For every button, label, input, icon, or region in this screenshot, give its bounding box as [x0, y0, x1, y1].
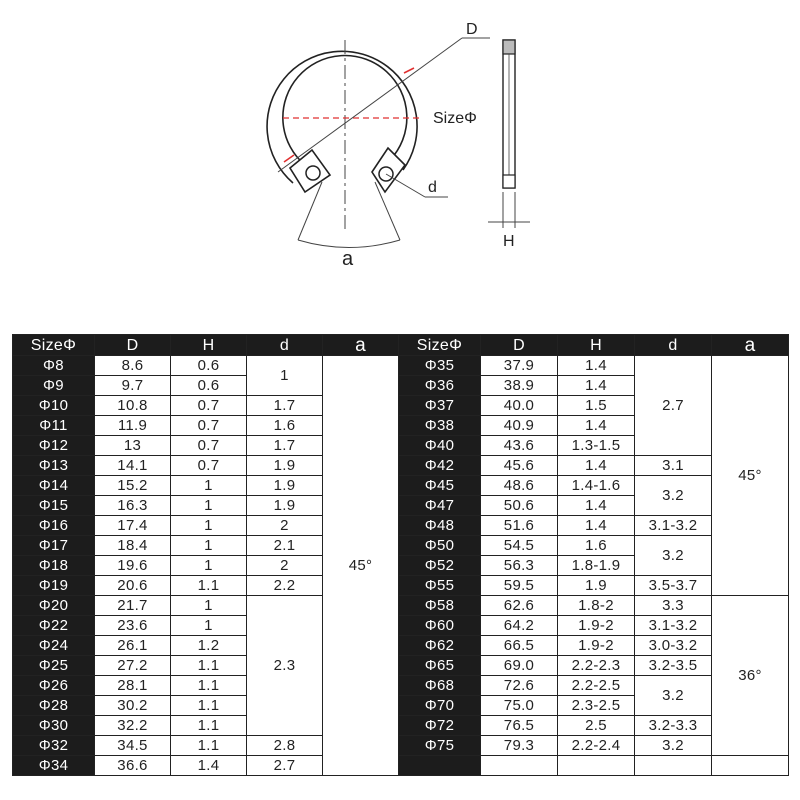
size-cell: Φ10: [13, 396, 95, 416]
D-cell: 27.2: [95, 656, 171, 676]
d-cell: 3.2-3.3: [635, 716, 712, 736]
size-cell: Φ36: [399, 376, 481, 396]
side-view-hatched-end: [503, 40, 515, 54]
d-cell: 3.2: [635, 536, 712, 576]
size-cell: Φ72: [399, 716, 481, 736]
D-cell: 20.6: [95, 576, 171, 596]
D-cell: 72.6: [481, 676, 558, 696]
H-cell: 2.2-2.3: [558, 656, 635, 676]
size-cell: Φ13: [13, 456, 95, 476]
label-H: H: [503, 233, 515, 250]
d-cell: 3.1-3.2: [635, 516, 712, 536]
D-cell: 38.9: [481, 376, 558, 396]
header-a: a: [323, 335, 399, 356]
size-cell: Φ55: [399, 576, 481, 596]
size-cell: Φ65: [399, 656, 481, 676]
size-cell: Φ11: [13, 416, 95, 436]
d-cell: 3.2: [635, 736, 712, 756]
spec-table-right: [398, 334, 789, 776]
D-cell: 40.9: [481, 416, 558, 436]
H-cell: 1.4: [558, 356, 635, 376]
diameter-tick-upper: [404, 68, 414, 73]
H-cell: 1: [171, 596, 247, 616]
size-cell: Φ9: [13, 376, 95, 396]
spec-table-left: [12, 334, 399, 776]
size-cell: Φ70: [399, 696, 481, 716]
H-cell: 1.1: [171, 736, 247, 756]
d-cell: 3.2: [635, 476, 712, 516]
H-cell: 2.2-2.4: [558, 736, 635, 756]
size-cell: Φ18: [13, 556, 95, 576]
H-cell: 1.1: [171, 696, 247, 716]
D-cell: 62.6: [481, 596, 558, 616]
H-cell: 1.1: [171, 576, 247, 596]
table-row: [399, 356, 789, 376]
d-cell: 1: [247, 356, 323, 396]
size-cell: Φ22: [13, 616, 95, 636]
d-cell: 1.7: [247, 396, 323, 416]
size-cell: Φ24: [13, 636, 95, 656]
H-cell: 1.9-2: [558, 636, 635, 656]
D-cell: 48.6: [481, 476, 558, 496]
table-body: [13, 356, 399, 776]
d-cell: 2.1: [247, 536, 323, 556]
H-cell: 1: [171, 496, 247, 516]
size-cell: Φ37: [399, 396, 481, 416]
angle-line-left: [298, 182, 322, 240]
side-view-lug: [503, 175, 515, 188]
size-cell: Φ52: [399, 556, 481, 576]
D-cell: 21.7: [95, 596, 171, 616]
d-cell: 3.2-3.5: [635, 656, 712, 676]
H-cell: 1.1: [171, 716, 247, 736]
size-cell: Φ8: [13, 356, 95, 376]
H-cell: 0.6: [171, 356, 247, 376]
label-d: d: [428, 179, 437, 196]
D-cell: 37.9: [481, 356, 558, 376]
size-cell: Φ60: [399, 616, 481, 636]
H-cell: 1: [171, 516, 247, 536]
D-cell: 75.0: [481, 696, 558, 716]
D-cell: 76.5: [481, 716, 558, 736]
size-cell: Φ62: [399, 636, 481, 656]
D-cell: 40.0: [481, 396, 558, 416]
d-cell: 3.2: [635, 676, 712, 716]
D-cell: 11.9: [95, 416, 171, 436]
D-cell: 10.8: [95, 396, 171, 416]
size-cell: Φ68: [399, 676, 481, 696]
H-cell: 1: [171, 616, 247, 636]
D-cell: 28.1: [95, 676, 171, 696]
H-cell: 2.2-2.5: [558, 676, 635, 696]
size-cell: Φ28: [13, 696, 95, 716]
H-cell: 1.4: [171, 756, 247, 776]
d-cell: 1.9: [247, 496, 323, 516]
D-cell: 66.5: [481, 636, 558, 656]
d-cell: 3.3: [635, 596, 712, 616]
D-cell: 16.3: [95, 496, 171, 516]
size-cell: Φ50: [399, 536, 481, 556]
size-cell: Φ38: [399, 416, 481, 436]
H-cell: 0.7: [171, 436, 247, 456]
D-cell: 43.6: [481, 436, 558, 456]
header-D: D: [481, 335, 558, 356]
H-cell: 1.6: [558, 536, 635, 556]
angle-line-right: [375, 182, 400, 240]
D-cell: 45.6: [481, 456, 558, 476]
size-cell: Φ26: [13, 676, 95, 696]
header-size: SizeΦ: [399, 335, 481, 356]
size-cell: Φ12: [13, 436, 95, 456]
size-cell: Φ20: [13, 596, 95, 616]
D-cell: 30.2: [95, 696, 171, 716]
D-cell: 8.6: [95, 356, 171, 376]
D-cell: 15.2: [95, 476, 171, 496]
header-H: H: [171, 335, 247, 356]
H-cell: 1: [171, 536, 247, 556]
d-cell: 1.6: [247, 416, 323, 436]
D-cell: 26.1: [95, 636, 171, 656]
D-cell: 17.4: [95, 516, 171, 536]
H-cell: 1.1: [171, 676, 247, 696]
H-cell: 1.4: [558, 516, 635, 536]
H-cell: 0.7: [171, 416, 247, 436]
d-cell: 2: [247, 516, 323, 536]
label-size: SizeΦ: [433, 110, 477, 127]
d-cell: 3.1: [635, 456, 712, 476]
size-cell: Φ17: [13, 536, 95, 556]
D-cell: 23.6: [95, 616, 171, 636]
H-cell: 1: [171, 556, 247, 576]
size-cell: Φ75: [399, 736, 481, 756]
H-cell: 1.4-1.6: [558, 476, 635, 496]
size-cell: Φ19: [13, 576, 95, 596]
header-d: d: [635, 335, 712, 356]
D-cell: [481, 756, 558, 776]
a-cell: [712, 756, 789, 776]
H-cell: 1.4: [558, 376, 635, 396]
d-cell: 1.9: [247, 476, 323, 496]
size-cell: Φ14: [13, 476, 95, 496]
a-cell: 45°: [323, 356, 399, 776]
size-cell: Φ58: [399, 596, 481, 616]
H-cell: 1.5: [558, 396, 635, 416]
size-cell: Φ15: [13, 496, 95, 516]
size-cell: Φ30: [13, 716, 95, 736]
size-cell: Φ48: [399, 516, 481, 536]
H-cell: 0.7: [171, 456, 247, 476]
H-cell: 2.3-2.5: [558, 696, 635, 716]
D-cell: 19.6: [95, 556, 171, 576]
header-row: [13, 335, 399, 356]
H-cell: 0.7: [171, 396, 247, 416]
H-cell: 1.8-1.9: [558, 556, 635, 576]
size-cell: Φ16: [13, 516, 95, 536]
H-cell: 1.9: [558, 576, 635, 596]
label-a: a: [342, 248, 354, 270]
D-cell: 14.1: [95, 456, 171, 476]
size-cell: Φ34: [13, 756, 95, 776]
H-cell: 1.2: [171, 636, 247, 656]
ring-diagram-svg: [0, 0, 800, 300]
D-cell: 50.6: [481, 496, 558, 516]
H-cell: [558, 756, 635, 776]
H-cell: 0.6: [171, 376, 247, 396]
header-d: d: [247, 335, 323, 356]
size-cell: Φ45: [399, 476, 481, 496]
H-cell: 1: [171, 476, 247, 496]
d-cell: 2.8: [247, 736, 323, 756]
hole-leader: [386, 174, 425, 197]
a-cell: 45°: [712, 356, 789, 596]
D-cell: 69.0: [481, 656, 558, 676]
H-cell: 1.9-2: [558, 616, 635, 636]
circlip-technical-drawing: [0, 0, 800, 300]
H-cell: 1.4: [558, 496, 635, 516]
table-body: [399, 356, 789, 776]
d-cell: 3.5-3.7: [635, 576, 712, 596]
D-cell: 9.7: [95, 376, 171, 396]
D-cell: 64.2: [481, 616, 558, 636]
H-cell: 1.4: [558, 416, 635, 436]
D-cell: 36.6: [95, 756, 171, 776]
H-cell: 1.3-1.5: [558, 436, 635, 456]
size-cell: Φ35: [399, 356, 481, 376]
H-cell: 2.5: [558, 716, 635, 736]
size-cell: Φ32: [13, 736, 95, 756]
size-cell: Φ47: [399, 496, 481, 516]
d-cell: 1.9: [247, 456, 323, 476]
H-cell: 1.4: [558, 456, 635, 476]
D-cell: 34.5: [95, 736, 171, 756]
d-cell: 2.7: [247, 756, 323, 776]
D-cell: 13: [95, 436, 171, 456]
header-a: a: [712, 335, 789, 356]
table-row: [399, 756, 789, 776]
d-cell: 1.7: [247, 436, 323, 456]
D-cell: 56.3: [481, 556, 558, 576]
D-cell: 51.6: [481, 516, 558, 536]
size-cell: Φ40: [399, 436, 481, 456]
d-cell: 2.7: [635, 356, 712, 456]
table-row: [13, 356, 399, 376]
d-cell: [635, 756, 712, 776]
table-row: [399, 596, 789, 616]
d-cell: 2: [247, 556, 323, 576]
D-cell: 54.5: [481, 536, 558, 556]
size-cell: [399, 756, 481, 776]
header-D: D: [95, 335, 171, 356]
header-row: [399, 335, 789, 356]
D-cell: 79.3: [481, 736, 558, 756]
D-cell: 59.5: [481, 576, 558, 596]
size-cell: Φ42: [399, 456, 481, 476]
header-size: SizeΦ: [13, 335, 95, 356]
header-H: H: [558, 335, 635, 356]
D-cell: 32.2: [95, 716, 171, 736]
H-cell: 1.1: [171, 656, 247, 676]
angle-arc: [298, 240, 400, 248]
d-cell: 3.1-3.2: [635, 616, 712, 636]
H-cell: 1.8-2: [558, 596, 635, 616]
diameter-line: [278, 38, 462, 172]
size-cell: Φ25: [13, 656, 95, 676]
label-D: D: [466, 21, 478, 38]
left-lug-hole: [306, 166, 320, 180]
d-cell: 2.2: [247, 576, 323, 596]
a-cell: 36°: [712, 596, 789, 756]
d-cell: 2.3: [247, 596, 323, 736]
d-cell: 3.0-3.2: [635, 636, 712, 656]
D-cell: 18.4: [95, 536, 171, 556]
